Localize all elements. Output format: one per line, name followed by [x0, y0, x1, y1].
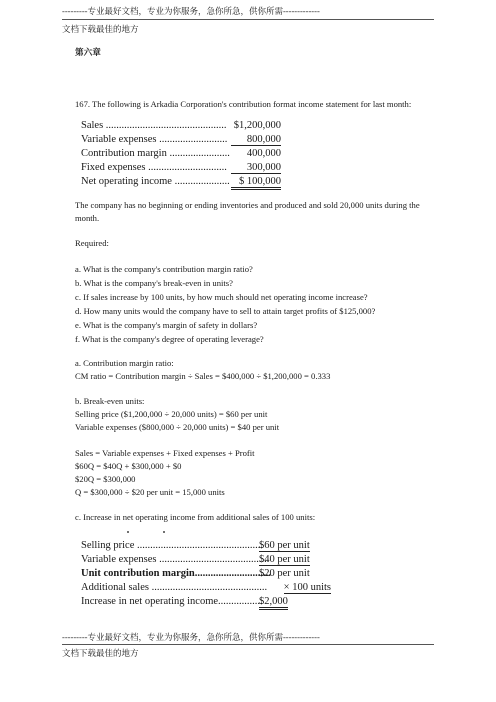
statement-label: Sales .............................................. [81, 120, 227, 131]
solution-a-line: CM ratio = Contribution margin ÷ Sales = $400,000 ÷ $1,200,000 = 0.333 [75, 371, 331, 381]
unit-cm-table [81, 540, 341, 612]
solution-b-line: Selling price ($1,200,000 ÷ 20,000 units) = $60 per unit [75, 409, 268, 419]
problem-intro: 167. The following is Arkadia Corporation's contribution format income statement for last month: [75, 99, 412, 109]
income-statement [81, 120, 291, 192]
table-label: Variable expenses .......................................... [81, 554, 270, 565]
table-value: $2,000 [259, 596, 331, 607]
top-banner: ---------专业最好文档，专业为你服务，急你所急，供你所需------------- [62, 6, 320, 16]
equation-line: Q = $300,000 ÷ $20 per unit = 15,000 units [75, 487, 225, 497]
statement-value: $1,200,000 [233, 120, 281, 131]
question-d: d. How many units would the company have to sell to attain target profits of $125,000? [75, 306, 376, 316]
top-subtitle: 文档下载最佳的地方 [62, 24, 139, 34]
required-label: Required: [75, 238, 109, 248]
question-e: e. What is the company's margin of safety in dollars? [75, 320, 258, 330]
table-label: Increase in net operating income................. [81, 596, 263, 607]
table-value: $40 per unit [259, 554, 310, 565]
statement-value: 400,000 [246, 148, 281, 159]
table-value: $60 per unit [259, 540, 310, 551]
table-label: Additional sales ............................................ [81, 582, 268, 593]
solution-a-title: a. Contribution margin ratio: [75, 358, 174, 368]
scan-dot [127, 531, 129, 533]
question-c: c. If sales increase by 100 units, by how much should net operating income increase? [75, 292, 368, 302]
solution-b-title: b. Break-even units: [75, 396, 145, 406]
equation-line: $20Q = $300,000 [75, 474, 136, 484]
solution-c-title: c. Increase in net operating income from additional sales of 100 units: [75, 512, 316, 522]
statement-value: $ 100,000 [231, 176, 281, 190]
solution-b-line: Variable expenses ($800,000 ÷ 20,000 units) = $40 per unit [75, 422, 280, 432]
statement-label: Net operating income ..................... [81, 176, 230, 187]
statement-label: Fixed expenses .............................. [81, 162, 227, 173]
scan-dot [163, 531, 165, 533]
equation-line: $60Q = $40Q + $300,000 + $0 [75, 461, 182, 471]
question-b: b. What is the company's break-even in units? [75, 278, 233, 288]
question-a: a. What is the company's contribution margin ratio? [75, 264, 253, 274]
equation-line: Sales = Variable expenses + Fixed expenses + Profit [75, 448, 255, 458]
problem-description: The company has no beginning or ending inventories and produced and sold 20,000 units during the month. [75, 200, 420, 223]
table-label: Unit contribution margin............................. [81, 568, 271, 579]
top-divider [62, 19, 434, 20]
statement-value: 300,000 [231, 162, 281, 174]
question-f: f. What is the company's degree of operating leverage? [75, 334, 264, 344]
statement-label: Variable expenses .......................... [81, 134, 228, 145]
bottom-banner: ---------专业最好文档，专业为你服务，急你所急，供你所需------------- [62, 632, 320, 642]
statement-value: 800,000 [231, 134, 281, 146]
table-value: $20 per unit [259, 568, 310, 579]
statement-label: Contribution margin ....................... [81, 148, 230, 159]
chapter-title: 第六章 [75, 47, 101, 57]
bottom-divider [62, 644, 434, 645]
table-value: × 100 units [283, 582, 331, 593]
table-label: Selling price ................................................ [81, 540, 263, 551]
bottom-subtitle: 文档下载最佳的地方 [62, 648, 139, 658]
